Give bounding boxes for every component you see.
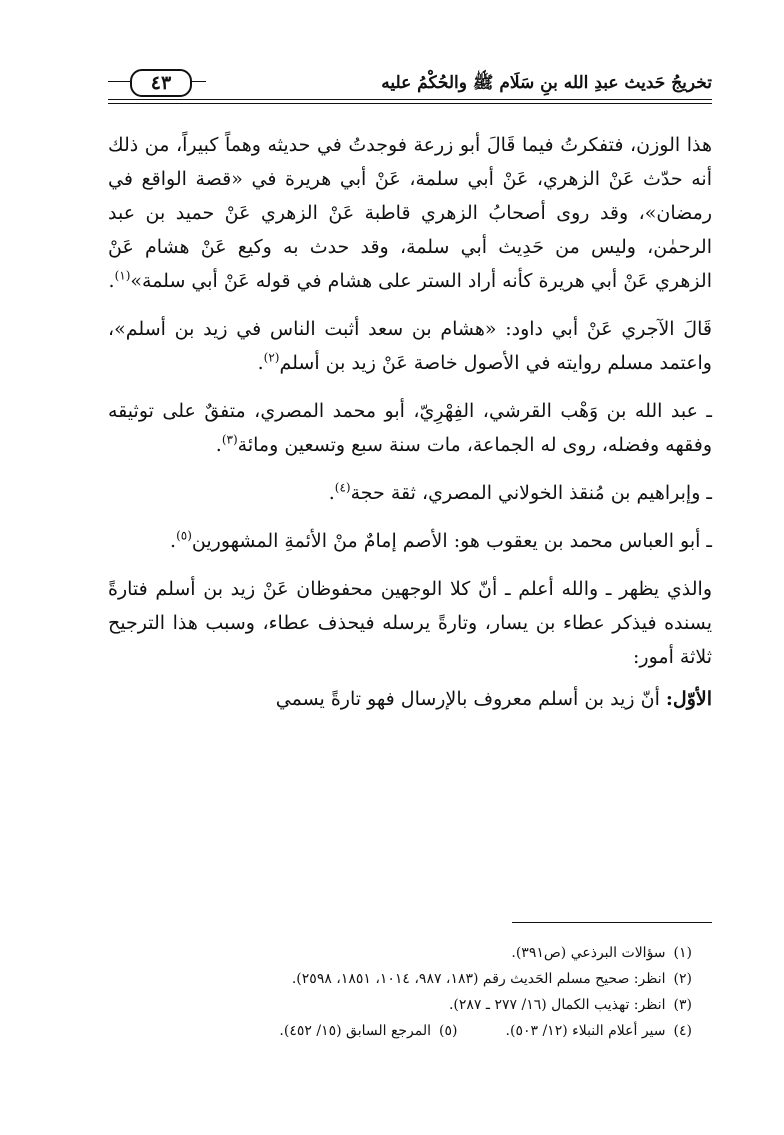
paragraph-4: ـ وإبراهيم بن مُنقذ الخولاني المصري، ثقة حجة$^{(٤)}$.: [328, 480, 712, 504]
footnotes: [108, 940, 692, 1044]
page-body: [108, 128, 712, 730]
footnote-1: (١)سؤالات البرذعي (ص٣٩١).: [511, 945, 692, 961]
header-rule-thin: [108, 103, 712, 104]
footnote-5: (٥)المرجع السابق (١٥/ ٤٥٢).: [279, 1023, 458, 1039]
footnote-ref-3[interactable]: (٣): [221, 432, 238, 447]
footnote-row: [108, 940, 692, 966]
footnote-row: [108, 992, 692, 1018]
paragraph-6: والذي يظهر ـ والله أعلم ـ أنّ كلا الوجهين محفوظان عَنْ زيد بن أسلم فتارةً يسنده فيذكر عطاء بن يسار، وتارةً يرسله فيحذف عطاء، وسبب هذا الترجيح ثلاثة أمور:: [108, 578, 712, 668]
paragraph-3: ـ عبد الله بن وَهْب القرشي، الفِهْرِيّ، أبو محمد المصري، متفقٌ على توثيقه وفقهه وفضله، روى له الجماعة، مات سنة سبع وتسعين ومائة$^{(٣)}$.: [108, 400, 712, 456]
footnote-ref-4[interactable]: (٤): [334, 480, 351, 495]
footnote-2: (٢)انظر: صحيح مسلم الحَديث رقم (١٨٣، ٩٨٧، ١٠١٤، ١٨٥١، ٢٥٩٨).: [291, 971, 692, 987]
badge-line-left: [108, 81, 130, 82]
footnote-ref-2[interactable]: (٢): [263, 350, 280, 365]
running-title: تخريجُ حَديث عبدِ الله بنِ سَلَام ﷺ والحُكْمُ عليه: [381, 73, 712, 93]
footnote-ref-1[interactable]: (١): [114, 268, 131, 283]
footnote-row: [108, 966, 692, 992]
footnote-separator: [512, 922, 712, 923]
paragraph-1: هذا الوزن، فتفكرتُ فيما قَالَ أبو زرعة فوجدتُ في حديثه وهماً كبيراً، من ذلك أنه حدّث عَنْ الزهري، عَنْ أبي سلمة، عَنْ أبي هريرة في «قصة الواقع في رمضان»، وقد روى أصحابُ الزهري قاطبة عَنْ الزهري عَنْ حميد بن عبد الرحمٰن، وليس من حَدِيث أبي سلمة، وقد حدث به وكيع عَنْ هشام عَنْ الزهري عَنْ أبي هريرة كأنه أراد الستر على هشام في قوله عَنْ أبي سلمة»$^{(١)}$.: [108, 134, 712, 292]
paragraph-7: الأوّل: أنّ زيد بن أسلم معروف بالإرسال فهو تارةً يسمي: [275, 688, 712, 710]
footnote-ref-5[interactable]: (٥): [176, 528, 192, 543]
page-number: ٤٣: [130, 69, 192, 97]
header-rule: [108, 99, 712, 100]
footnote-4: (٤)سير أعلام النبلاء (١٢/ ٥٠٣).: [505, 1023, 692, 1039]
badge-line-right: [192, 81, 206, 82]
paragraph-lead: الأوّل:: [665, 688, 712, 710]
paragraph-5: ـ أبو العباس محمد بن يعقوب هو: الأصم إمامٌ منْ الأئمةِ المشهورين$^{(٥)}$.: [170, 528, 712, 552]
paragraph-2: قَالَ الآجري عَنْ أبي داود: «هشام بن سعد أثبت الناس في زيد بن أسلم»، واعتمد مسلم روايته في الأصول خاصة عَنْ زيد بن أسلم$^{(٢)}$.: [108, 318, 712, 374]
footnote-3: (٣)انظر: تهذيب الكمال (١٦/ ٢٧٧ ـ ٢٨٧).: [448, 997, 692, 1013]
footnote-row: [108, 1018, 692, 1044]
page-header: [108, 66, 712, 106]
